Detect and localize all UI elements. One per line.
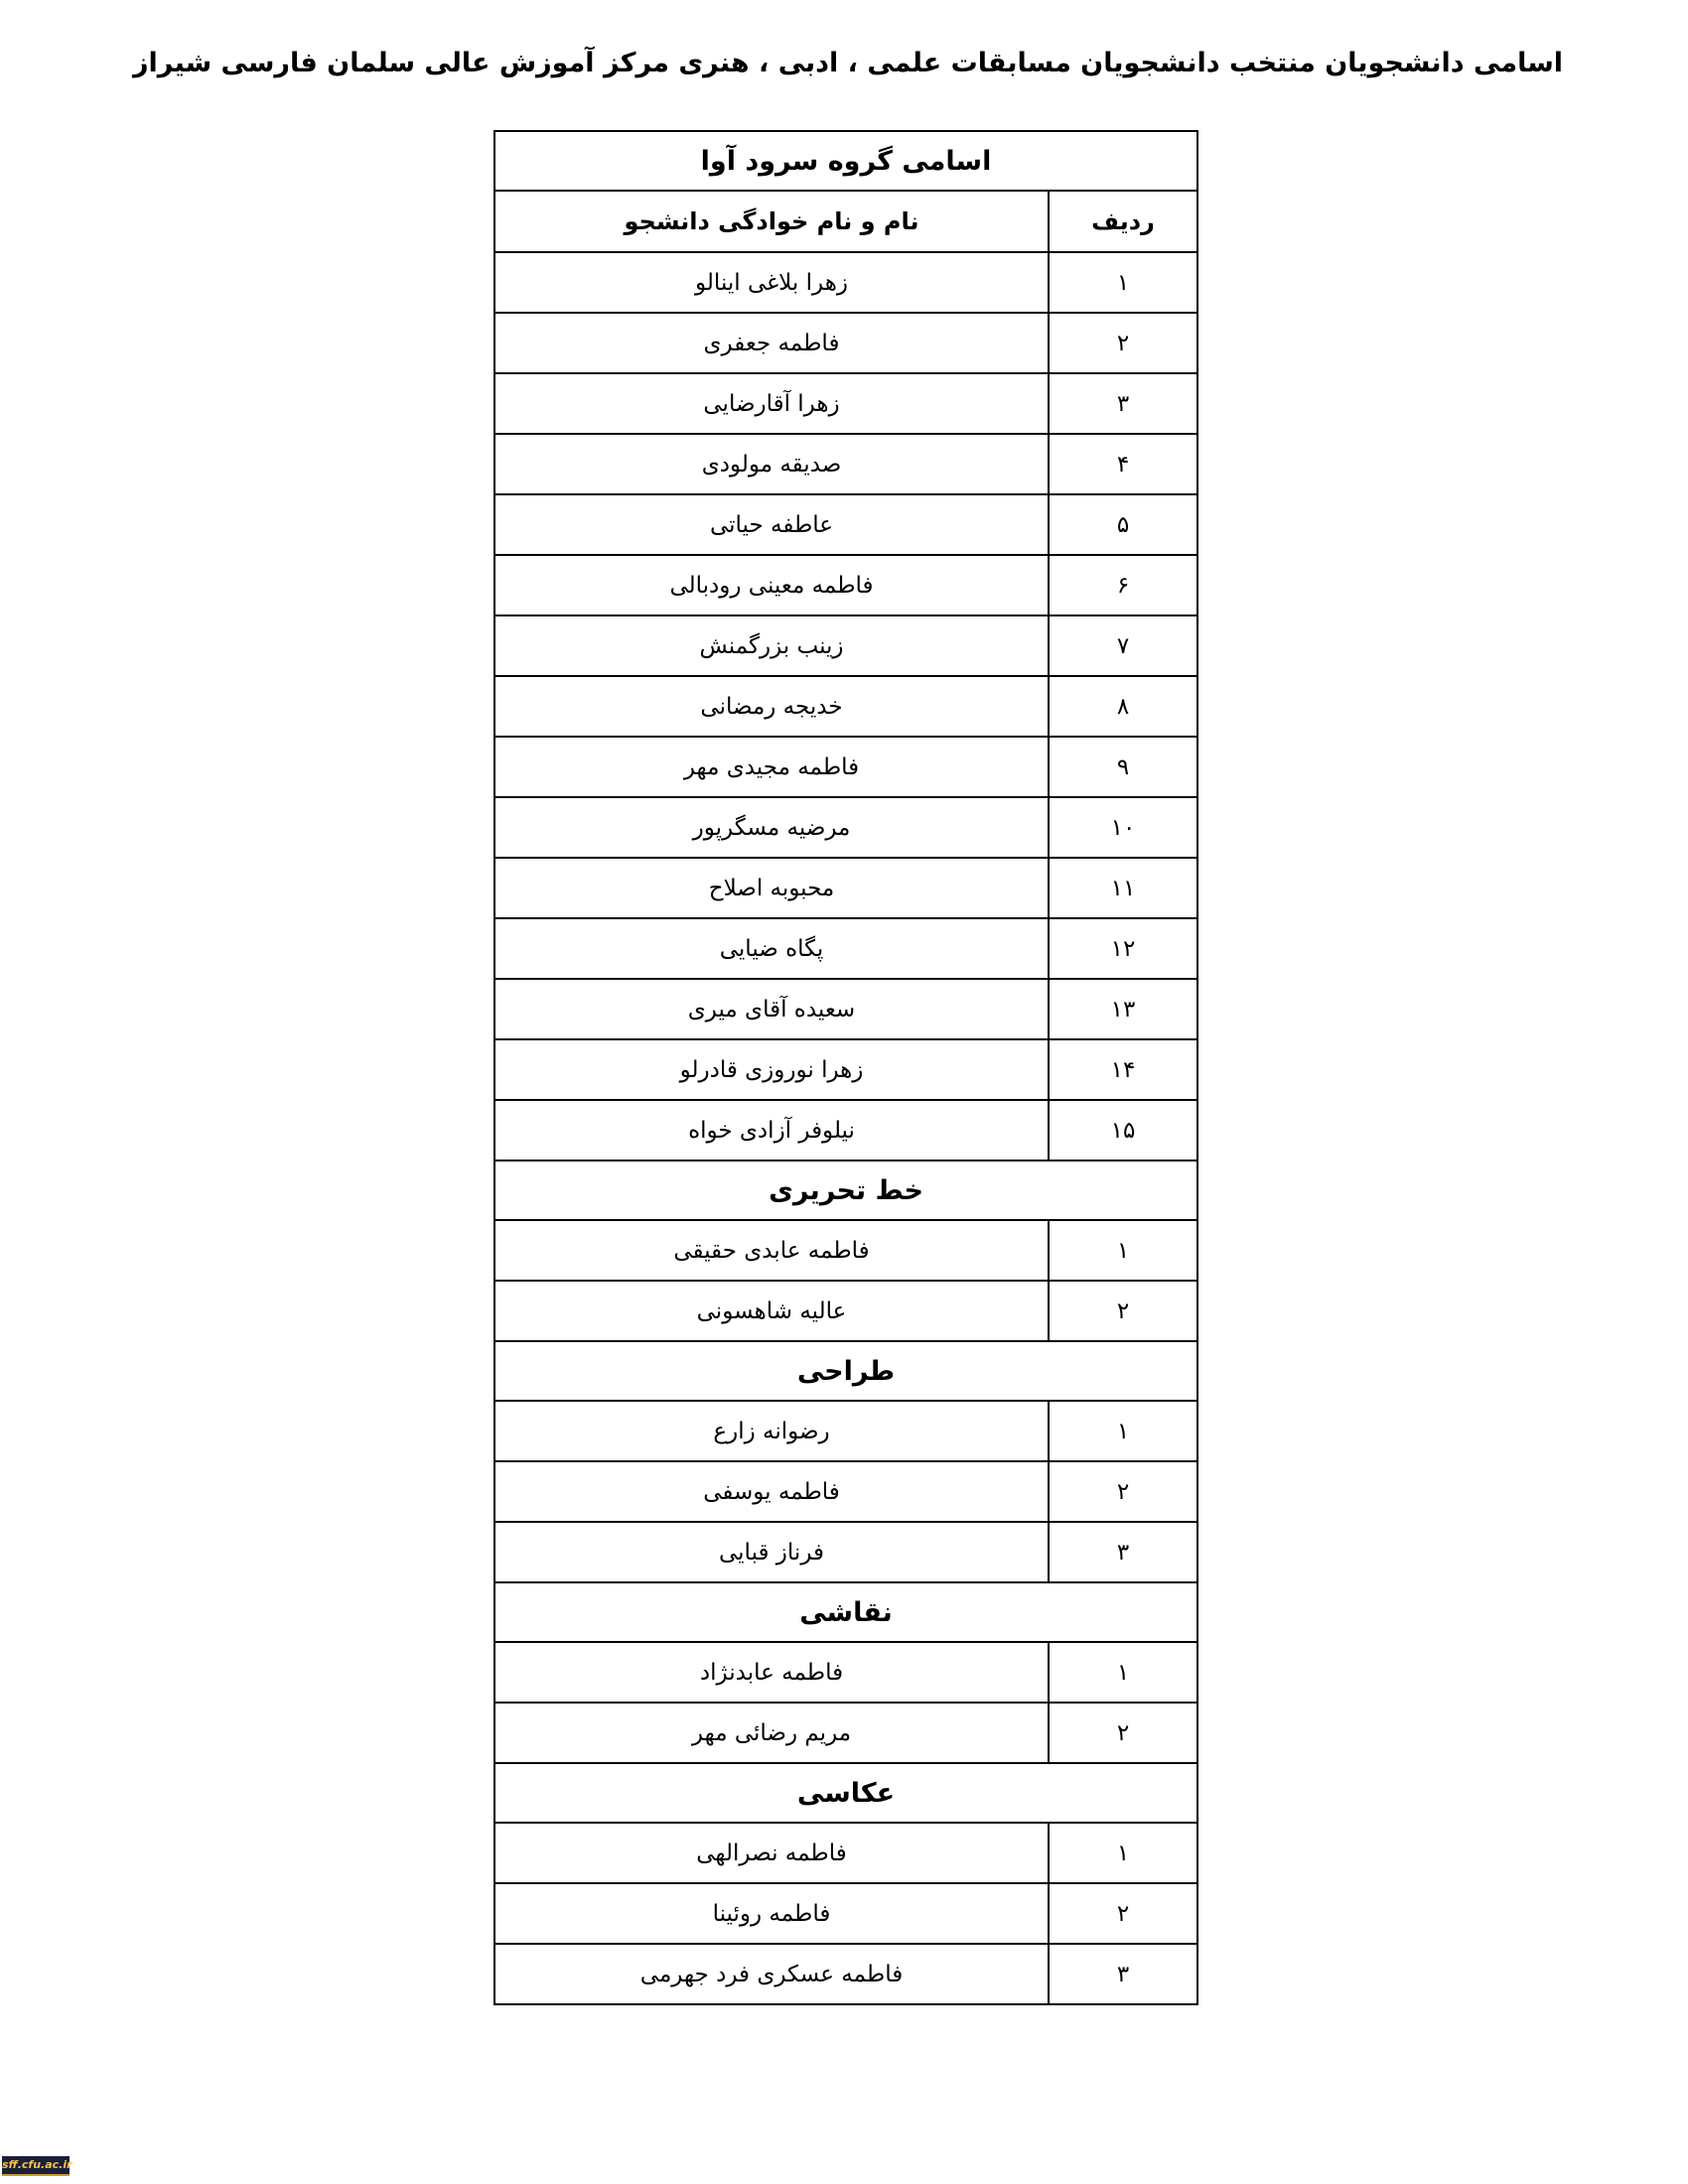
student-name: خدیجه رمضانی	[494, 676, 1049, 737]
column-header-row	[494, 191, 1197, 252]
student-name: عالیه شاهسونی	[494, 1281, 1049, 1341]
student-name: مریم رضائی مهر	[494, 1703, 1049, 1763]
section-title: عکاسی	[494, 1763, 1197, 1823]
section-title: خط تحریری	[494, 1160, 1197, 1220]
students-table-body	[494, 131, 1197, 2004]
student-name: فاطمه جعفری	[494, 313, 1049, 373]
row-number: ۲	[1049, 1703, 1197, 1763]
section-title-row	[494, 1582, 1197, 1642]
row-number: ۸	[1049, 676, 1197, 737]
student-name: مرضیه مسگرپور	[494, 797, 1049, 858]
table-row	[494, 918, 1197, 979]
student-name: زهرا بلاغی اینالو	[494, 252, 1049, 313]
row-number: ۱۳	[1049, 979, 1197, 1039]
row-number: ۱	[1049, 1642, 1197, 1703]
table-row	[494, 1039, 1197, 1100]
section-title: اسامی گروه سرود آوا	[494, 131, 1197, 191]
student-name-header: نام و نام خوادگی دانشجو	[494, 191, 1049, 252]
row-number: ۲	[1049, 1281, 1197, 1341]
site-watermark: sff.cfu.ac.ir	[2, 2156, 70, 2176]
student-name: فرناز قبایی	[494, 1522, 1049, 1582]
row-number: ۳	[1049, 1944, 1197, 2004]
student-name: زهرا نوروزی قادرلو	[494, 1039, 1049, 1100]
row-number: ۱۴	[1049, 1039, 1197, 1100]
student-name: نیلوفر آزادی خواه	[494, 1100, 1049, 1160]
table-row	[494, 1823, 1197, 1883]
table-row	[494, 615, 1197, 676]
table-row	[494, 434, 1197, 494]
student-name: فاطمه روئینا	[494, 1883, 1049, 1944]
row-number: ۲	[1049, 313, 1197, 373]
row-number-header: ردیف	[1049, 191, 1197, 252]
students-table	[493, 130, 1198, 2005]
table-row	[494, 1642, 1197, 1703]
row-number: ۲	[1049, 1461, 1197, 1522]
student-name: سعیده آقای میری	[494, 979, 1049, 1039]
section-title: طراحی	[494, 1341, 1197, 1401]
table-row	[494, 979, 1197, 1039]
table-row	[494, 313, 1197, 373]
section-title-row	[494, 131, 1197, 191]
table-row	[494, 1100, 1197, 1160]
table-row	[494, 797, 1197, 858]
row-number: ۳	[1049, 373, 1197, 434]
student-name: زهرا آقارضایی	[494, 373, 1049, 434]
table-row	[494, 1401, 1197, 1461]
row-number: ۷	[1049, 615, 1197, 676]
row-number: ۶	[1049, 555, 1197, 615]
table-row	[494, 1522, 1197, 1582]
table-row	[494, 494, 1197, 555]
table-row	[494, 1944, 1197, 2004]
student-name: فاطمه عابدی حقیقی	[494, 1220, 1049, 1281]
student-name: صدیقه مولودی	[494, 434, 1049, 494]
table-row	[494, 858, 1197, 918]
section-title-row	[494, 1763, 1197, 1823]
row-number: ۱	[1049, 1401, 1197, 1461]
row-number: ۱	[1049, 1823, 1197, 1883]
student-name: فاطمه عابدنژاد	[494, 1642, 1049, 1703]
row-number: ۵	[1049, 494, 1197, 555]
page-title: اسامی دانشجویان منتخب دانشجویان مسابقات علمی ، ادبی ، هنری مرکز آموزش عالی سلمان فارسی شیراز	[132, 48, 1564, 78]
student-name: پگاه ضیایی	[494, 918, 1049, 979]
student-name: فاطمه عسکری فرد جهرمی	[494, 1944, 1049, 2004]
row-number: ۱۲	[1049, 918, 1197, 979]
student-name: عاطفه حیاتی	[494, 494, 1049, 555]
student-name: فاطمه مجیدی مهر	[494, 737, 1049, 797]
row-number: ۴	[1049, 434, 1197, 494]
row-number: ۳	[1049, 1522, 1197, 1582]
student-name: زینب بزرگمنش	[494, 615, 1049, 676]
table-row	[494, 1703, 1197, 1763]
row-number: ۱۰	[1049, 797, 1197, 858]
table-row	[494, 1883, 1197, 1944]
table-row	[494, 1220, 1197, 1281]
section-title-row	[494, 1341, 1197, 1401]
student-name: فاطمه معینی رودبالی	[494, 555, 1049, 615]
row-number: ۱۵	[1049, 1100, 1197, 1160]
section-title: نقاشی	[494, 1582, 1197, 1642]
row-number: ۹	[1049, 737, 1197, 797]
row-number: ۱	[1049, 252, 1197, 313]
table-row	[494, 373, 1197, 434]
table-row	[494, 737, 1197, 797]
row-number: ۱	[1049, 1220, 1197, 1281]
student-name: رضوانه زارع	[494, 1401, 1049, 1461]
table-row	[494, 1281, 1197, 1341]
row-number: ۲	[1049, 1883, 1197, 1944]
row-number: ۱۱	[1049, 858, 1197, 918]
section-title-row	[494, 1160, 1197, 1220]
student-name: فاطمه یوسفی	[494, 1461, 1049, 1522]
table-row	[494, 1461, 1197, 1522]
table-row	[494, 555, 1197, 615]
table-row	[494, 676, 1197, 737]
table-row	[494, 252, 1197, 313]
student-name: محبوبه اصلاح	[494, 858, 1049, 918]
student-name: فاطمه نصرالهی	[494, 1823, 1049, 1883]
